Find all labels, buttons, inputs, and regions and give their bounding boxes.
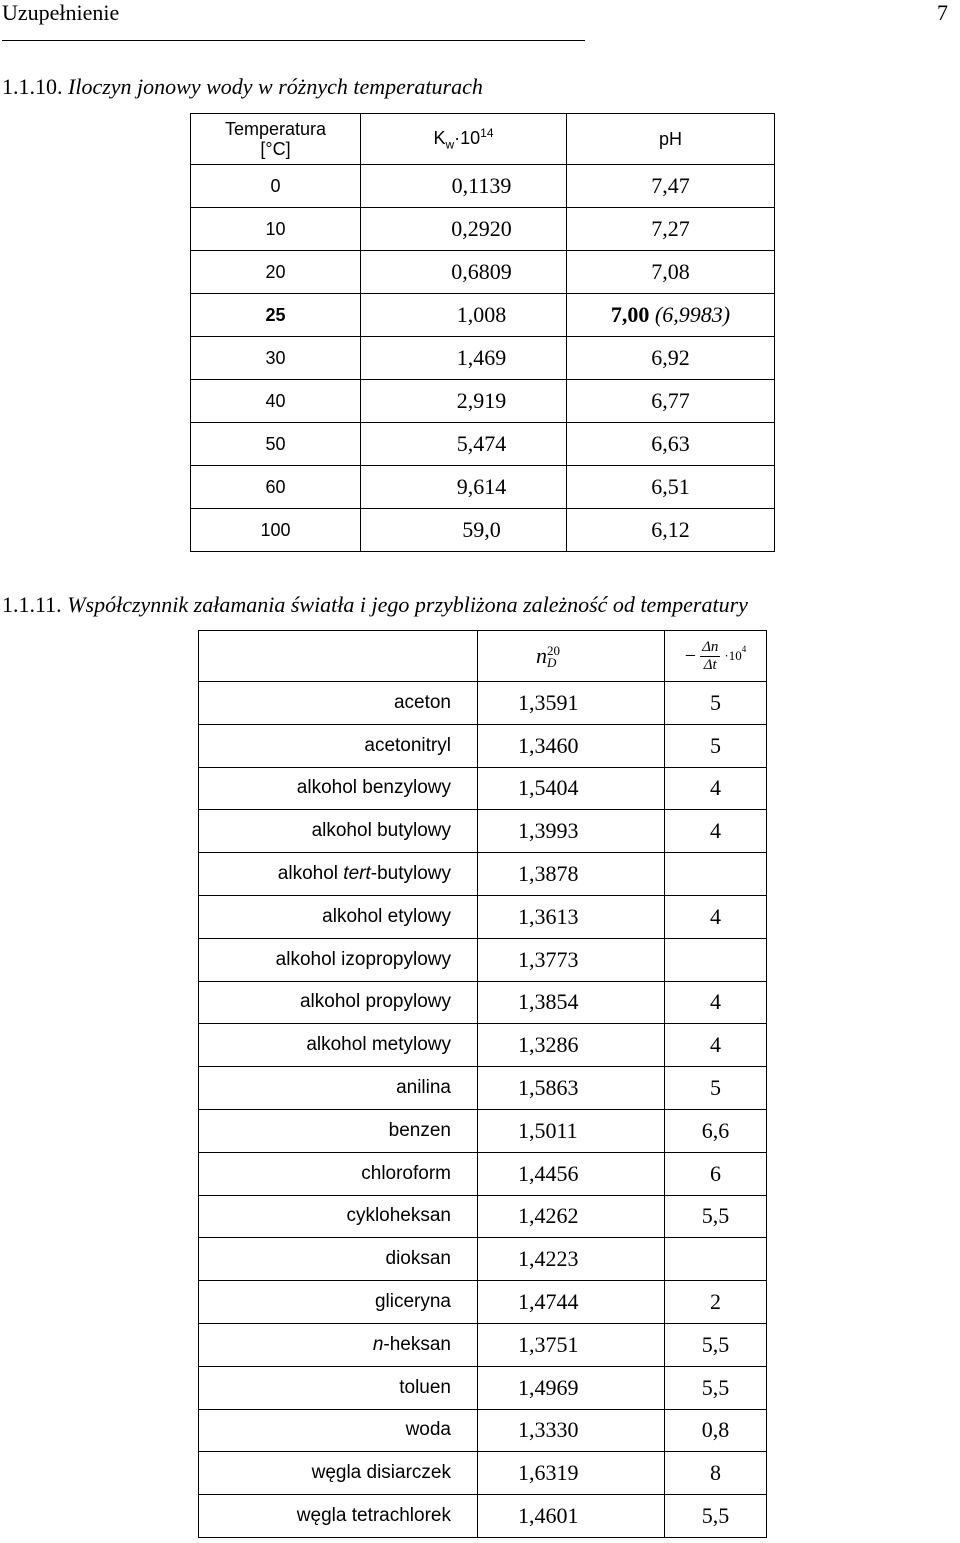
table-row [199, 724, 767, 767]
substance-name: woda [405, 1419, 451, 1441]
temperature-cell: 25 [191, 294, 361, 337]
refractive-index-cell: 1,3591 [478, 682, 665, 725]
section-heading-1 [2, 74, 483, 100]
kw-cell [361, 423, 567, 466]
table-row [199, 1238, 767, 1281]
temperature-cell: 10 [191, 208, 361, 251]
kw-cell [361, 251, 567, 294]
kw-cell [361, 466, 567, 509]
table-row [199, 1195, 767, 1238]
n-symbol: n [536, 642, 547, 668]
table-row [199, 1495, 767, 1538]
refractive-index-cell: 1,3773 [478, 938, 665, 981]
temperature-coefficient-cell: 5,5 [665, 1195, 767, 1238]
substance-name: benzen [388, 1119, 451, 1141]
table-row [191, 466, 775, 509]
ph-value: 6,92 [651, 345, 690, 370]
section-number: 1.1.11. [2, 592, 62, 617]
temperature-coefficient-cell [665, 853, 767, 896]
kw-value: 5,474 [456, 431, 507, 456]
table-row [199, 1452, 767, 1495]
temperature-coefficient-cell: 5,5 [665, 1495, 767, 1538]
substance-name: alkohol benzylowy [296, 777, 451, 799]
table-row [191, 423, 775, 466]
table-row [199, 938, 767, 981]
substance-cell [199, 1452, 478, 1495]
refractive-index-cell: 1,3460 [478, 724, 665, 767]
table-row [199, 1024, 767, 1067]
substance-name: alkohol etylowy [322, 905, 451, 927]
substance-name: dioksan [385, 1248, 451, 1270]
refractive-index-cell: 1,3751 [478, 1323, 665, 1366]
ionic-product-table [190, 113, 775, 552]
kw-multiplier: ·10 [454, 128, 481, 149]
refractive-index-cell: 1,4456 [478, 1152, 665, 1195]
ph-value: 6,63 [651, 431, 690, 456]
temperature-coefficient-cell: 6 [665, 1152, 767, 1195]
table-row [199, 1067, 767, 1110]
exponent: 4 [741, 644, 747, 654]
substance-name: anilina [396, 1077, 451, 1099]
minus-sign: − [684, 644, 697, 667]
table-row [191, 165, 775, 208]
ph-value: 7,00 [610, 302, 650, 327]
substance-cell [199, 1366, 478, 1409]
table-row [191, 380, 775, 423]
kw-value: 0,1139 [451, 173, 512, 198]
n-superscript: 20 [547, 643, 560, 659]
table-row [191, 337, 775, 380]
fraction [700, 639, 720, 674]
table-row [191, 251, 775, 294]
kw-value: 0,6809 [451, 259, 512, 284]
table-row [199, 1152, 767, 1195]
substance-name: aceton [393, 691, 451, 713]
refractive-index-table [198, 630, 767, 1538]
refractive-index-cell: 1,3993 [478, 810, 665, 853]
kw-cell [361, 294, 567, 337]
fraction-numerator: Δn [702, 638, 719, 655]
ph-value: 6,77 [651, 388, 690, 413]
table-row [199, 853, 767, 896]
refractive-index-cell: 1,6319 [478, 1452, 665, 1495]
ph-value: 7,27 [651, 216, 690, 241]
temperature-coefficient-cell: 0,8 [665, 1409, 767, 1452]
kw-value: 9,614 [456, 474, 507, 499]
temp-header-line1: Temperatura [224, 119, 327, 139]
ph-cell [567, 208, 775, 251]
temperature-coefficient-cell: 4 [665, 810, 767, 853]
temperature-cell: 60 [191, 466, 361, 509]
temperature-coefficient-cell: 5,5 [665, 1366, 767, 1409]
kw-value: 2,919 [456, 388, 507, 413]
table-header-row [199, 631, 767, 682]
temperature-coefficient-cell: 4 [665, 895, 767, 938]
dndt-formula [685, 639, 746, 674]
substance-name-suffix: -heksan [383, 1333, 451, 1355]
kw-exponent: 14 [480, 126, 494, 141]
column-header-dndt [665, 631, 767, 682]
fraction-denominator: Δt [703, 656, 717, 673]
substance-cell [199, 1195, 478, 1238]
ph-cell [567, 251, 775, 294]
substance-cell [199, 1024, 478, 1067]
table-row [199, 981, 767, 1024]
nd20-formula [536, 643, 560, 670]
substance-cell [199, 1281, 478, 1324]
substance-name: cykloheksan [346, 1205, 451, 1227]
substance-cell [199, 1323, 478, 1366]
ph-value: 6,12 [651, 517, 690, 542]
substance-name-prefix: alkohol [277, 863, 344, 885]
refractive-index-cell: 1,4262 [478, 1195, 665, 1238]
refractive-index-cell: 1,5011 [478, 1109, 665, 1152]
temp-header-line2: [°C] [260, 139, 291, 159]
section-title: Iloczyn jonowy wody w różnych temperaturach [68, 74, 483, 99]
n-subscript: D [547, 655, 557, 671]
temperature-coefficient-cell: 5 [665, 724, 767, 767]
column-header-ph: pH [567, 114, 775, 165]
temperature-coefficient-cell [665, 1238, 767, 1281]
refractive-index-cell: 1,5404 [478, 767, 665, 810]
kw-value: 1,008 [456, 302, 507, 327]
ph-value: 6,51 [651, 474, 690, 499]
substance-name-italic: n [372, 1333, 384, 1355]
column-header-kw [361, 114, 567, 165]
table-row [199, 895, 767, 938]
refractive-index-cell: 1,4601 [478, 1495, 665, 1538]
substance-cell [199, 1067, 478, 1110]
temperature-coefficient-cell [665, 938, 767, 981]
temperature-coefficient-cell: 5 [665, 1067, 767, 1110]
substance-cell [199, 682, 478, 725]
temperature-coefficient-cell: 6,6 [665, 1109, 767, 1152]
substance-name: alkohol butylowy [311, 820, 451, 842]
temperature-coefficient-cell: 2 [665, 1281, 767, 1324]
temperature-coefficient-cell: 4 [665, 767, 767, 810]
kw-value: 0,2920 [451, 216, 512, 241]
page-header-title: Uzupełnienie [2, 0, 120, 25]
substance-name: acetonitryl [364, 734, 451, 756]
table-row [199, 682, 767, 725]
table-row [199, 767, 767, 810]
substance-cell [199, 1109, 478, 1152]
ph-cell [567, 294, 775, 337]
multiplier: ·10 [724, 648, 742, 663]
ph-cell [567, 466, 775, 509]
substance-cell [199, 895, 478, 938]
ph-cell [567, 337, 775, 380]
ph-cell [567, 165, 775, 208]
refractive-index-cell: 1,4744 [478, 1281, 665, 1324]
kw-cell [361, 380, 567, 423]
refractive-index-cell: 1,3330 [478, 1409, 665, 1452]
substance-name: gliceryna [374, 1291, 451, 1313]
kw-subscript: w [445, 137, 455, 152]
substance-name: alkohol metylowy [306, 1034, 451, 1056]
kw-value: 1,469 [456, 345, 507, 370]
substance-name: węgla tetrachlorek [296, 1505, 451, 1527]
column-header-nd20 [478, 631, 665, 682]
substance-cell [199, 1238, 478, 1281]
substance-name: chloroform [361, 1162, 451, 1184]
table-header-row [191, 114, 775, 165]
kw-symbol: K [433, 128, 446, 149]
column-header-temperature [191, 114, 361, 165]
kw-cell [361, 509, 567, 552]
substance-cell [199, 1495, 478, 1538]
temperature-coefficient-cell: 5 [665, 682, 767, 725]
kw-cell [361, 165, 567, 208]
substance-cell [199, 853, 478, 896]
substance-name: alkohol propylowy [299, 991, 451, 1013]
substance-name-suffix: -butylowy [370, 863, 451, 885]
substance-cell [199, 767, 478, 810]
page-number: 7 [937, 0, 948, 25]
section-number: 1.1.10. [2, 74, 63, 99]
temperature-coefficient-cell: 4 [665, 981, 767, 1024]
table-row [191, 208, 775, 251]
temperature-cell: 30 [191, 337, 361, 380]
table-row [199, 1366, 767, 1409]
ph-precise-value: (6,9983) [654, 302, 731, 327]
temperature-cell: 0 [191, 165, 361, 208]
substance-cell [199, 1152, 478, 1195]
substance-cell [199, 938, 478, 981]
table-row [191, 294, 775, 337]
table-row [199, 1109, 767, 1152]
refractive-index-cell: 1,4223 [478, 1238, 665, 1281]
refractive-index-cell: 1,3613 [478, 895, 665, 938]
table-row [199, 1323, 767, 1366]
refractive-index-cell: 1,4969 [478, 1366, 665, 1409]
ph-cell [567, 509, 775, 552]
substance-name-italic: tert [343, 863, 371, 885]
ph-value: 7,08 [651, 259, 690, 284]
ph-value: 7,47 [651, 173, 690, 198]
kw-cell [361, 337, 567, 380]
substance-cell [199, 810, 478, 853]
temperature-coefficient-cell: 4 [665, 1024, 767, 1067]
table-row [191, 509, 775, 552]
column-header-substance [199, 631, 478, 682]
kw-cell [361, 208, 567, 251]
refractive-index-cell: 1,3854 [478, 981, 665, 1024]
kw-value: 59,0 [462, 517, 501, 542]
temperature-coefficient-cell: 8 [665, 1452, 767, 1495]
refractive-index-cell: 1,5863 [478, 1067, 665, 1110]
table-row [199, 810, 767, 853]
table-row [199, 1281, 767, 1324]
refractive-index-cell: 1,3878 [478, 853, 665, 896]
ph-cell [567, 380, 775, 423]
substance-name: węgla disiarczek [311, 1462, 451, 1484]
temperature-cell: 100 [191, 509, 361, 552]
substance-cell [199, 981, 478, 1024]
table-row [199, 1409, 767, 1452]
temperature-cell: 40 [191, 380, 361, 423]
section-title: Współczynnik załamania światła i jego przybliżona zależność od temperatury [67, 592, 748, 617]
substance-name: alkohol izopropylowy [275, 948, 451, 970]
refractive-index-cell: 1,3286 [478, 1024, 665, 1067]
section-heading-2 [2, 592, 748, 618]
temperature-cell: 50 [191, 423, 361, 466]
substance-name: toluen [399, 1376, 451, 1398]
nd-indices [547, 645, 560, 669]
substance-cell [199, 724, 478, 767]
header-rule [2, 40, 585, 41]
temperature-cell: 20 [191, 251, 361, 294]
ph-cell [567, 423, 775, 466]
temperature-coefficient-cell: 5,5 [665, 1323, 767, 1366]
substance-cell [199, 1409, 478, 1452]
